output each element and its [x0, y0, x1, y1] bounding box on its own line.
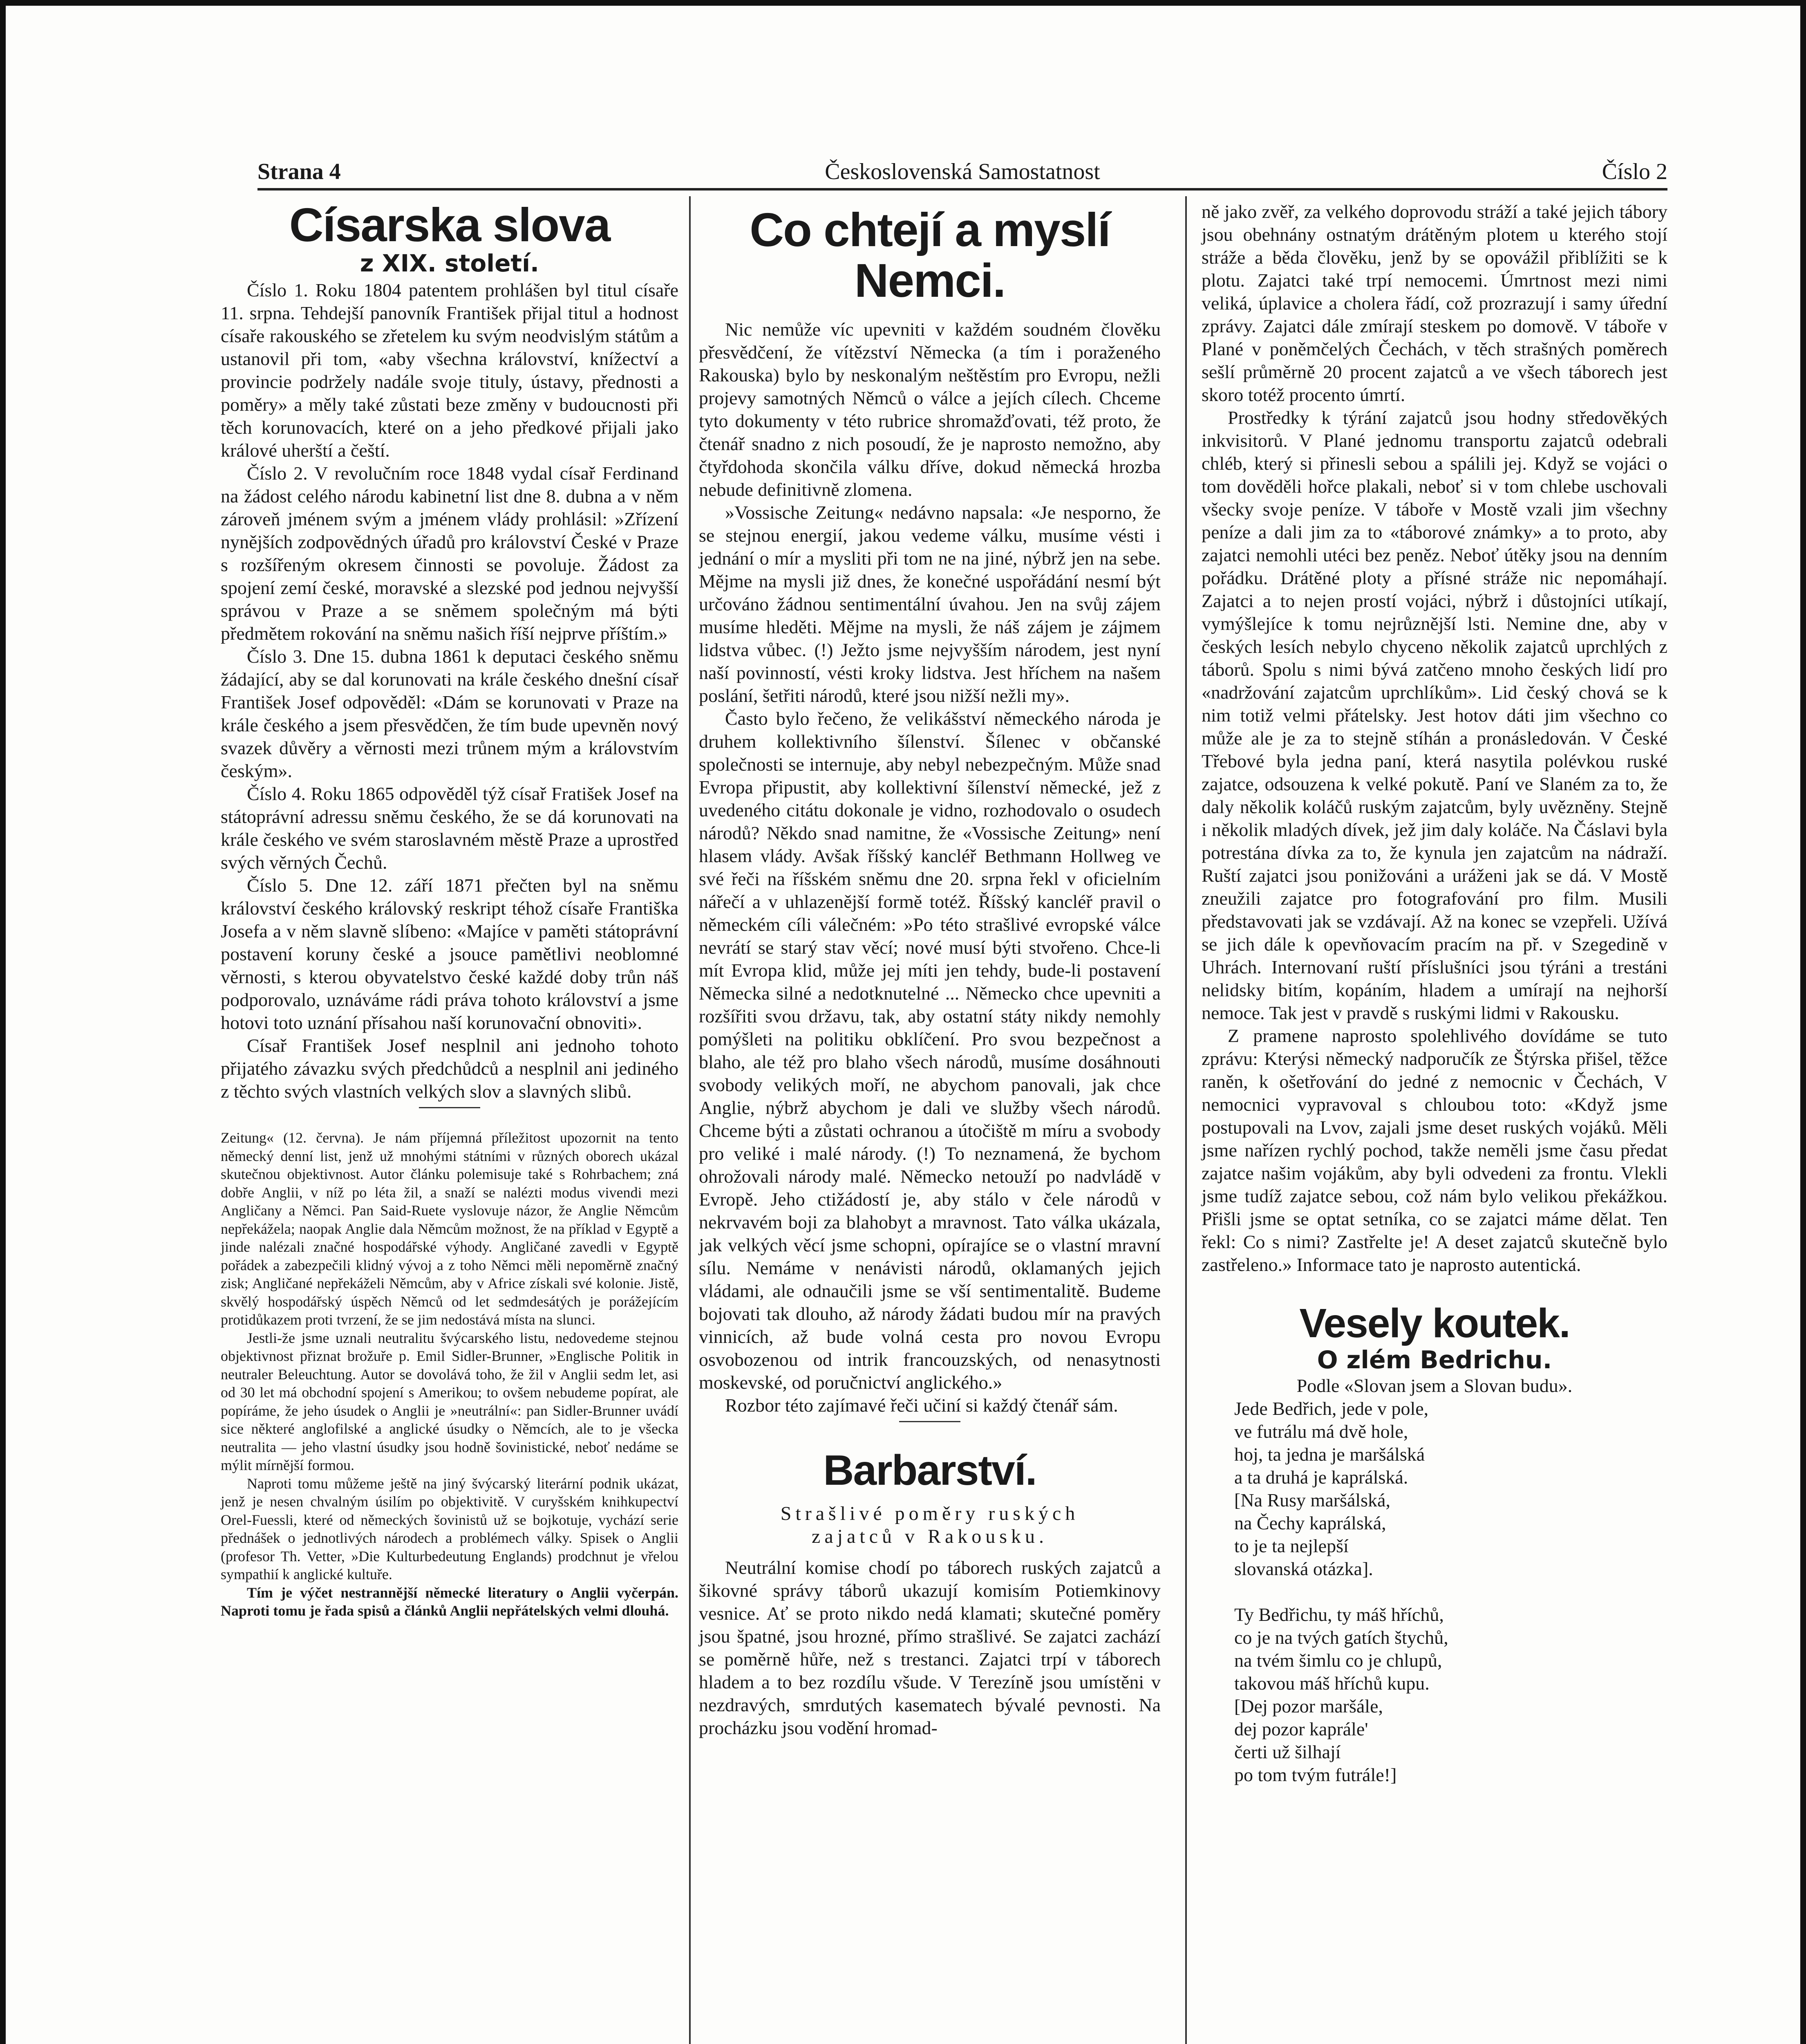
poem-line: slovanská otázka].: [1234, 1558, 1373, 1579]
article-paragraph: Z pramene naprosto spolehlivého dovídáme se tuto zprávu: Kterýsi německý nadporučík ze Štýrska přišel, těžce raněn, k ošetřování do jedné z nemocnic v Čechách, V nemocnici vypravoval s chloubou toto: «Když jsme postupovali na Lvov, zajali jsme deset ruských vojáků. Měli jsme nařízen rychlý pochod, takže neměli jsme času předat zajatce našim vojákům, aby byli odvedeni za frontu. Vlekli jsme tudíž zajatce sebou, což nám bylo velikou překážkou. Přišli jsme se optat setníka, co se zajatci máme dělat. Ten řekl: Co s nimi? Zastřelte je! A deset zajatců skutečně bylo zastřeleno.» Informace tato je naprosto autentická.: [1202, 1025, 1667, 1275]
poem-line: ve futrálu má dvě hole,: [1234, 1421, 1408, 1442]
article-title-co-chteji: Co chtejí a myslí: [750, 203, 1110, 256]
poem-line: Jede Bedřich, jede v pole,: [1234, 1398, 1429, 1419]
article-title-barbarstvi: Barbarství.: [823, 1447, 1036, 1494]
small-print-paragraph: Naproti tomu můžeme ještě na jiný švýcarský literární podnik ukázat, jenž je nesen chvalným úsilím po objektivitě. V curyšském knihkupectví Orel-Fuessli, které od německých šovinistů už se bojkotuje, vychází serie přednášek o jednotlivých národech a problémech války. Spisek o Anglii (profesor Th. Vetter, »Die Kulturbedeutung Englands) prodchnut je vřelou sympathií k anglické kultuře.: [221, 1475, 678, 1582]
article-paragraph: Císař František Josef nesplnil ani jednoho tohoto přijatého závazku svých předchůdců a nesplnil ani jediného z těchto svých vlastních velkých slov a slavných slibů.: [221, 1035, 678, 1102]
poem-line: hoj, ta jedna je maršálská: [1234, 1444, 1425, 1465]
article-paragraph: ně jako zvěř, za velkého doprovodu stráží a také jejich tábory jsou obehnány ostnatým drátěným plotem u kterého stojí stráže a běda člověku, jenž by se opovážil přiblížiti se k plotu. Zajatci také trpí nemocemi. Úmrtnost mezi nimi veliká, úplavice a cholera řádí, což prozrazují i samy úřední zprávy. Zajatci dále zmírají steskem po domově. V táboře v Plané v poněmčelých Čechách, v těch strašných poměrech sešlí průměrně 20 procent zajatců a ve všech táborech jest skoro totéž procento úmrtí.: [1202, 201, 1667, 405]
article-paragraph: Číslo 4. Roku 1865 odpověděl týž císař Fratišek Josef na státoprávní adressu sněmu českého, že se dá korunovati na krále českého ve svém staroslavném městě Praze a uprostřed svých věrných Čechů.: [221, 783, 678, 873]
column-2: [699, 200, 1161, 1739]
issue-number: Číslo 2: [1602, 159, 1667, 184]
article-title-nemci: Nemci.: [854, 254, 1005, 307]
page-header: [257, 159, 1667, 187]
article-subtitle: z XIX. století.: [360, 249, 539, 277]
poem-title: O zlém Bedrichu.: [1317, 1346, 1552, 1374]
column-1: [221, 200, 678, 1620]
section-divider: [419, 1107, 480, 1108]
article-paragraph: Neutrální komise chodí po táborech ruských zajatců a šikovné správy táborů ukazují komisím Potiemkinovy vesnice. Ať se proto nikdo nedá klamati; skutečné poměry jsou špatné, jsou hrozné, přímo strašlivé. Se zajatci zachází se poměrně hůře, než s trestanci. Zajatci trpí v táborech hladem a to bez rozdílu všude. V Terezíně jsou umístěni v nezdravých, smrdutých kasematech bývalé pevnosti. Na procházku jsou vodění hromad-: [699, 1557, 1161, 1738]
article-paragraph: Často bylo řečeno, že velikášství německého národa je druhem kollektivního šílenství. Šílenec v občanské společnosti se internuje, aby nebyl nebezpečným. Může snad Evropa připustit, aby kollektivní šílenství německé, jež z uvedeného citátu dokonale je vidno, rozhodovalo o osudech národů? Někdo snad namitne, že «Vossische Zeitung» není hlasem vlády. Avšak říšský kancléř Bethmann Hollweg ve své řeči na říšském sněmu dne 20. srpna řekl v oficielním nářečí a v uhlazenější formě totéž. Říšský kancléř pravil o německém cíli válečném: »Po této strašlivé evropské válce nevrátí se starý stav věcí; nové musí býti stvořeno. Chce-li mít Evropa klid, může jej míti jen tehdy, bude-li postavení Německa silné a nedotknutelné ... Německo chce upevniti a rozšířiti svou državu, tak, aby ostatní státy nikdy nemohly pomýšleti na politiku obklíčení. Pro svou bezpečnost a blaho, ale též pro blaho všech národů, musíme dosáhnouti svobody velikých moří, ne abychom panovali, jak chce Anglie, nýbrž abychom je dali ve služby všech národů. Chceme býti a zůstati ochranou a útočiště m míru a svobody pro veliké i malé národy. (!) To neznamená, že bychom ohrožovali národy malé. Německo netouží po nadvládě v Evropě. Jeho ctižádostí je, aby stálo v čele národů v nekrvavém boji za blahobyt a mravnost. Tato válka ukázala, jak velkých věcí jsme schopni, opírajíce se o vlastní mravní sílu. Nemáme v nenávisti národů, oklamaných jejich vládami, ale odnaučili jsme se vší sentimentalitě. Budeme bojovati tak dlouho, až národy žádati budou mír na pravých vinnicích, až bude volná cesta pro novou Evropu osvobozenou od intrik francouzských, od nenasytnosti moskevské, od poručnictví anglického.»: [699, 708, 1161, 1393]
article-paragraph: Nic nemůže víc upevniti v každém soudném člověku přesvědčení, že vítězství Německa (a tím i poraženého Rakouska) bylo by neskonalým neštěstím pro Evropu, nežli projevy samotných Němců o válce a jejích cílech. Chceme tyto dokumenty v této rubrice shromažďovati, též proto, že čtenář snadno z nich posoudí, že je naprosto nemožno, aby čtyřdohoda skončila válku dříve, dokud německá hrozba nebude definitivně zlomena.: [699, 319, 1161, 500]
page-number: Strana 4: [257, 159, 341, 184]
article-paragraph: Číslo 1. Roku 1804 patentem prohlášen byl titul císaře 11. srpna. Tehdejší panovník František přijal titul a hodnost císaře rakouského se zřetelem ku svým neodvislým státům a ustanovil při tom, «aby všechna království, knížectví a provincie podržely nadále svoje tituly, ústavy, přednosti a poměry» a měly také zůstati beze změny v budoucnosti při těch korunovacích, které on a jeho předkové přijali jako králové uherští a čeští.: [221, 280, 678, 461]
article-subtitle: zajatců v Rakousku.: [812, 1526, 1048, 1547]
scan-border-right: [1800, 0, 1806, 2044]
poem-line: dej pozor kaprále': [1234, 1719, 1368, 1739]
poem-line: takovou máš hříchů kupu.: [1234, 1673, 1430, 1694]
poem-line: čerti už šilhají: [1234, 1741, 1341, 1762]
article-paragraph: Rozbor této zajímavé řeči učiní si každý čtenář sám.: [725, 1395, 1118, 1416]
poem-line: [Na Rusy maršálská,: [1234, 1490, 1390, 1511]
column-divider-2: [1185, 196, 1187, 2044]
column-divider-1: [689, 196, 691, 2044]
poem-line: to je ta nejlepší: [1234, 1535, 1349, 1556]
header-rule: [257, 188, 1667, 191]
poem-intro: Podle «Slovan jsem a Slovan budu».: [1296, 1375, 1573, 1396]
column-3: [1202, 200, 1667, 1786]
small-print-paragraph: Zeitung« (12. června). Je nám příjemná příležitost upozornit na tento německý denní list, jenž už mnohými státními v různých oborech ukázal skutečnou objektivnost. Autor článku polemisuje také s Rohrbachem; zná dobře Anglii, v níž po léta žil, a snaží se nalézti modus vivendi mezi Angličany a Němci. Pan Said-Ruete vyslovuje názor, že Anglie Němcům nepřekážela; naopak Anglie dala Němcům možnost, že na příklad v Egyptě a jinde nalézali značné hospodářské výhody. Angličané zavedli v Egyptě pořádek a zabezpečili klidný vývoj a z toho Němci měli nepoměrně značný zisk; Angličané nepřekáželi Němcům, aby v Africe získali své kolonie. Jistě, skvělý hospodářský úspěch Němců od let sedmdesátých je porážejícím protidůkazem proti tvrzení, že se jim nedostává místa na slunci.: [221, 1130, 678, 1328]
poem-line: na Čechy kaprálská,: [1234, 1513, 1386, 1533]
section-title-vesely-koutek: Vesely koutek.: [1299, 1300, 1570, 1346]
article-paragraph: »Vossische Zeitung« nedávno napsala: «Je nesporno, že se stejnou energií, jakou vedeme válku, musíme vésti i jednání o mír a mysliti při tom ne na jiné, nýbrž jen na sebe. Mějme na mysli již dnes, že konečné uspořádání nesmí být určováno žádnou sentimentální úvahou. Jen na svůj zájem musíme hleděti. Mějme na mysli, že náš zájem je zájmem lidstva vůbec. (!) Ježto jsme nejvyšším národem, jest nyní naší povinností, vésti kroky lidstva. Jest hříchem na našem poslání, šetřiti národů, které jsou nižší nežli my».: [699, 502, 1161, 706]
newspaper-title: Československá Samostatnost: [825, 159, 1100, 184]
article-subtitle: Strašlivé poměry ruských: [780, 1503, 1079, 1524]
section-divider: [899, 1421, 960, 1422]
article-paragraph: Prostředky k týrání zajatců jsou hodny středověkých inkvisitorů. V Plané jednomu transportu zajatců odebrali chléb, který si přinesli sebou a spálili jej. Když se vojáci o tom dověděli hořce plakali, neboť si v tom chlebe uschovali všecky svoje peníze. V táboře v Mostě vzali jim všechny peníze a dali jim za to «táborové známky» a to proto, aby zajatci nemohli utéci bez peněz. Neboť útěky jsou na denním pořádku. Drátěné ploty a přísné stráže nic nepomáhají. Zajatci a to nejen prostí vojáci, nýbrž i důstojníci utíkají, vymýšlejíce k tomu nejrůznější lsti. Nemine dne, aby v českých lesích nebylo chyceno několik zajatců uprchlých z táborů. Spolu s nimi bývá zatčeno mnoho českých lidí pro «nadržování zajatcům uprchlíkům». Lid český chová se k nim totiž velmi přátelsky. Jest hotov dáti jim všechno co může ale je za to stejně stíhán a pronásledován. V České Třebové byla jedna paní, která nasytila polévkou ruské zajatce, odsouzena k velké pokutě. Paní ve Slaném za to, že daly několik koláčů ruským zajatcům, byly uvězněny. Stejně i několik mladých dívek, jež jim daly koláče. Na Čáslavi byla potrestána dívka za to, že kynula jen zajatcům na nádraží. Ruští zajatci jsou ponižováni a uráženi jak se dá. V Mostě zneužili zajatce pro fotografování pro film. Musili představovati jak se vzdávají. Až na konec se vzepřeli. Užívá se jich dále k opevňovacím pracím na př. v Szegedině v Uhrách. Internovaní ruští příslušníci jsou týráni a trestáni nelidsky bitím, kopáním, hladem a umírají na nejhorší nemoce. Tak jest v pravdě s ruskými lidmi v Rakousku.: [1202, 407, 1667, 1023]
small-print-paragraph: Tím je výčet nestrannější německé literatury o Anglii vyčerpán. Naproti tomu je řada spisů a článků Anglii nepřátelských velmi dlouhá.: [221, 1584, 678, 1619]
poem-line: co je na tvých gatích štychů,: [1234, 1627, 1448, 1648]
poem-line: a ta druhá je kaprálská.: [1234, 1467, 1408, 1488]
poem-stanza-2: [1234, 1603, 1667, 1786]
article-paragraph: Číslo 2. V revolučním roce 1848 vydal císař Ferdinand na žádost celého národu kabinetní list dne 8. dubna a v něm zároveň jménem svým a jménem vlády prohlásil: »Zřízení nynějších zodpovědných úřadů pro království České v Praze s rozšířeným okresem činnosti se povoluje. Žádost za spojení zemí české, moravské a slezské pod jednou nejvyšší správou v Praze a se sněmem společným má býti předmětem rokování na sněmu našich říší nejprve příštím.»: [221, 463, 678, 644]
poem-stanza-1: [1234, 1397, 1667, 1580]
small-print-paragraph: Jestli-že jsme uznali neutralitu švýcarského listu, nedovedeme stejnou objektivnost přiznat brožuře p. Emil Sidler-Brunner, »Englische Politik in neutraler Beleuchtung. Autor se dovolává toho, že žil v Anglii sedm let, asi od 30 let má obchodní spojení s Amerikou; to ovšem nebudeme popírat, ale popíráme, že jeho úsudek o Anglii je »neutrální«: pan Sidler-Brunner uvádí sice některé anglofilské a anglické úsudky o Němcích, ale to je všecka neutralita — jeho vlastní úsudky jsou hodně šovinistické, neboť nedáme se mýlit mírnější formou.: [221, 1329, 678, 1473]
poem-line: [Dej pozor maršále,: [1234, 1696, 1383, 1717]
poem-line: Ty Bedřichu, ty máš hříchů,: [1234, 1604, 1444, 1625]
article-paragraph: Číslo 5. Dne 12. září 1871 přečten byl na sněmu království českého královský reskript téhož císaře Františka Josefa a v něm slavně slíbeno: «Majíce v paměti státoprávní postavení koruny české a jsouce pamětlivi neoblomné věrnosti, s kterou obyvatelstvo české každé doby trůn náš podporovalo, uznáváme rádi práva tohoto království a jsme hotovi toto uznání přísahou naší korunovační obnoviti».: [221, 875, 678, 1033]
scan-border-left: [0, 0, 6, 2044]
poem-line: na tvém šimlu co je chlupů,: [1234, 1650, 1442, 1671]
article-title-cisarska-slova: Císarska slova: [289, 198, 610, 251]
article-paragraph: Číslo 3. Dne 15. dubna 1861 k deputaci českého sněmu žádající, aby se dal korunovati na krále českého dnešní císař František Josef odpověděl: «Dám se korunovati v Praze na krále českého a jsem přesvědčen, že tím bude upevněn nový svazek důvěry a věrnosti mezi trůnem mým a královstvím českým».: [221, 646, 678, 781]
scan-border-top: [0, 0, 1806, 6]
poem-line: po tom tvým futrále!]: [1234, 1764, 1397, 1785]
